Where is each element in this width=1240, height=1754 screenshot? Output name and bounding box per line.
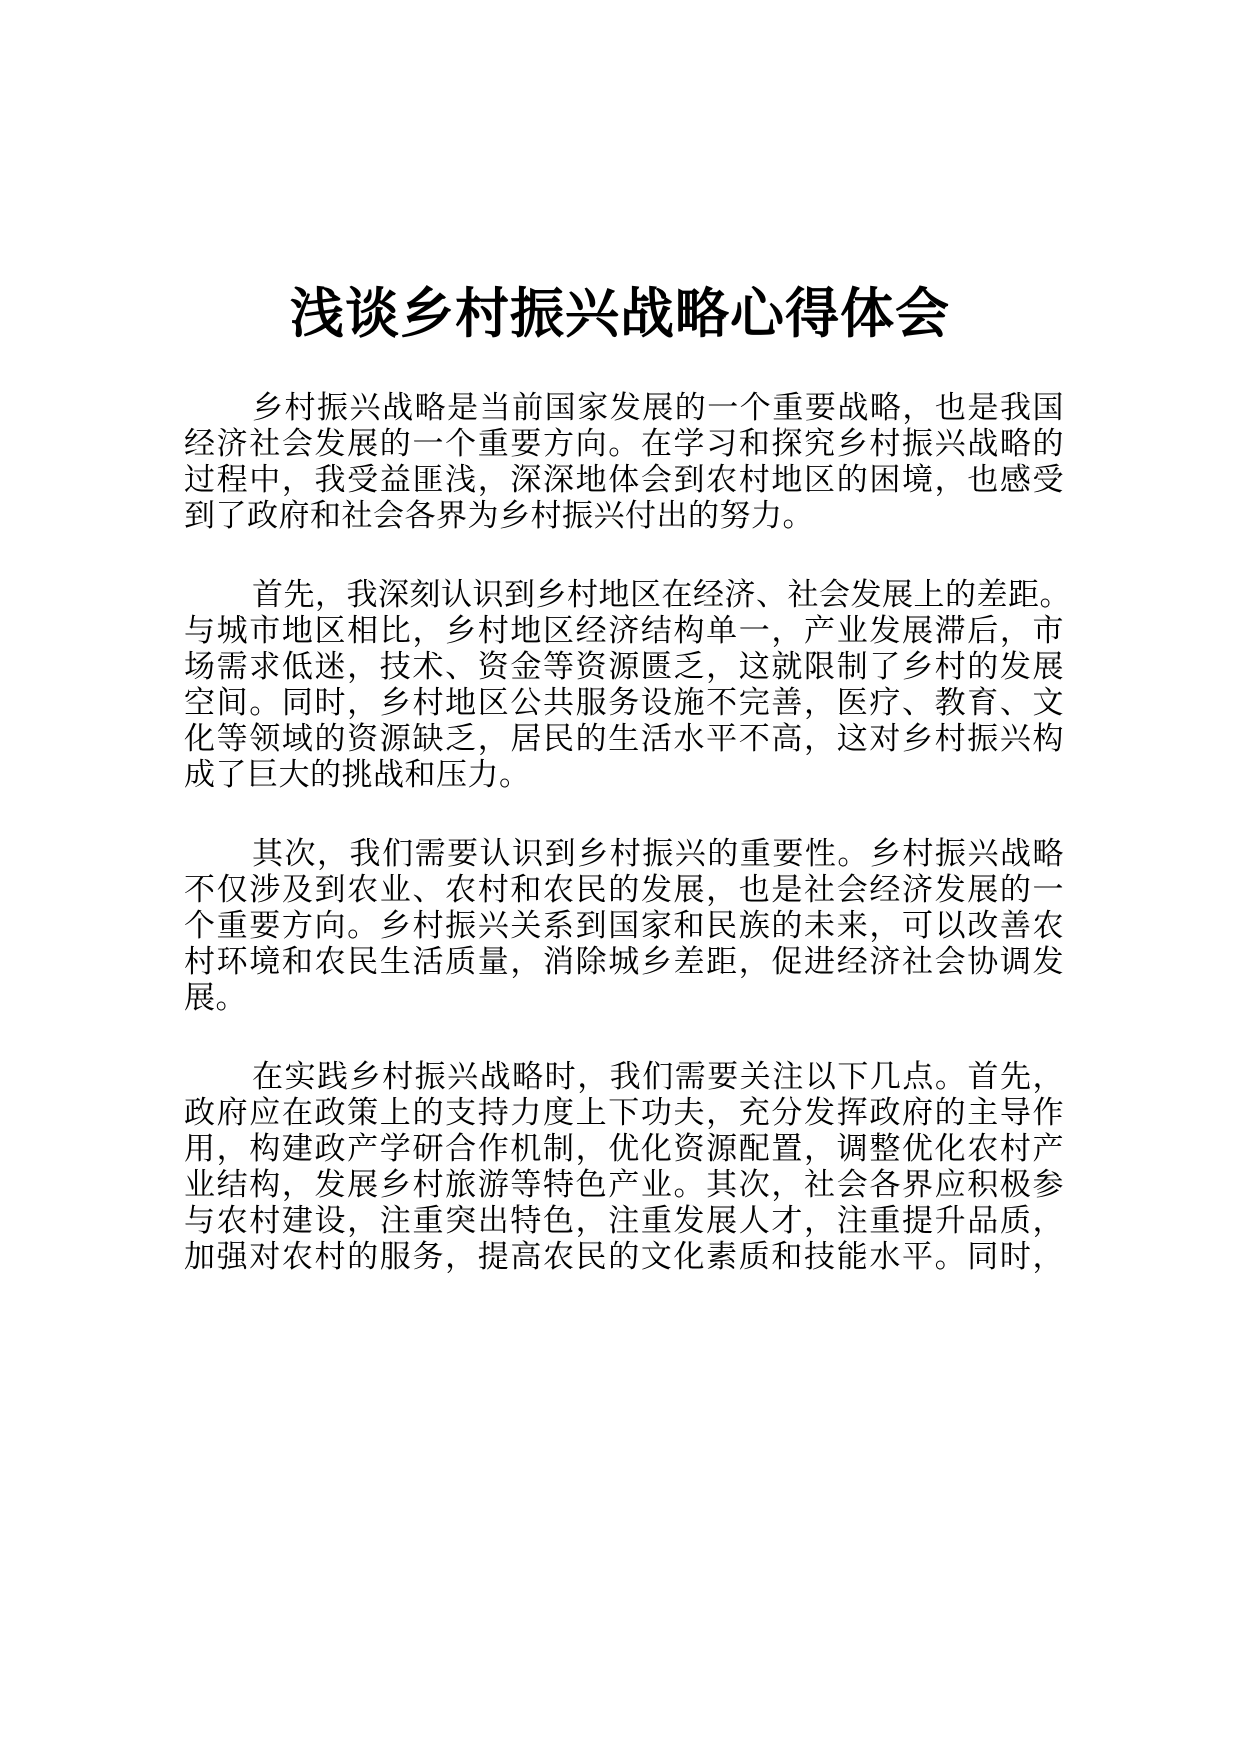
paragraph-line: 用，构建政产学研合作机制，优化资源配置，调整优化农村产 (184, 1131, 1064, 1167)
paragraph-3 (184, 836, 1064, 1016)
paragraph-line: 展。 (184, 980, 247, 1016)
paragraph-line: 首先，我深刻认识到乡村地区在经济、社会发展上的差距。 (252, 577, 1071, 613)
document-body (184, 390, 1071, 1318)
paragraph-line: 过程中，我受益匪浅，深深地体会到农村地区的困境，也感受 (184, 462, 1064, 498)
paragraph-line: 个重要方向。乡村振兴关系到国家和民族的未来，可以改善农 (184, 908, 1064, 944)
paragraph-line: 乡村振兴战略是当前国家发展的一个重要战略，也是我国 (252, 390, 1064, 426)
paragraph-line: 化等领域的资源缺乏，居民的生活水平不高，这对乡村振兴构 (184, 721, 1064, 757)
paragraph-line: 业结构，发展乡村旅游等特色产业。其次，社会各界应积极参 (184, 1167, 1064, 1203)
paragraph-line: 空间。同时，乡村地区公共服务设施不完善，医疗、教育、文 (184, 685, 1064, 721)
paragraph-line: 不仅涉及到农业、农村和农民的发展，也是社会经济发展的一 (184, 872, 1064, 908)
paragraph-line: 到了政府和社会各界为乡村振兴付出的努力。 (184, 498, 814, 534)
paragraph-line: 与农村建设，注重突出特色，注重发展人才，注重提升品质， (184, 1203, 1064, 1239)
paragraph-line: 村环境和农民生活质量，消除城乡差距，促进经济社会协调发 (184, 944, 1064, 980)
document-title: 浅谈乡村振兴战略心得体会 (290, 282, 950, 345)
paragraph-line: 与城市地区相比，乡村地区经济结构单一，产业发展滞后，市 (184, 613, 1064, 649)
paragraph-line: 其次，我们需要认识到乡村振兴的重要性。乡村振兴战略 (252, 836, 1064, 872)
paragraph-line: 场需求低迷，技术、资金等资源匮乏，这就限制了乡村的发展 (184, 649, 1064, 685)
paragraph-line: 加强对农村的服务，提高农民的文化素质和技能水平。同时， (184, 1239, 1064, 1275)
paragraph-line: 在实践乡村振兴战略时，我们需要关注以下几点。首先， (252, 1059, 1064, 1095)
paragraph-line: 成了巨大的挑战和压力。 (184, 757, 531, 793)
paragraph-4 (184, 1059, 1064, 1275)
paragraph-2 (184, 577, 1071, 793)
paragraph-1 (184, 390, 1064, 534)
paragraph-line: 政府应在政策上的支持力度上下功夫，充分发挥政府的主导作 (184, 1095, 1064, 1131)
paragraph-line: 经济社会发展的一个重要方向。在学习和探究乡村振兴战略的 (184, 426, 1064, 462)
